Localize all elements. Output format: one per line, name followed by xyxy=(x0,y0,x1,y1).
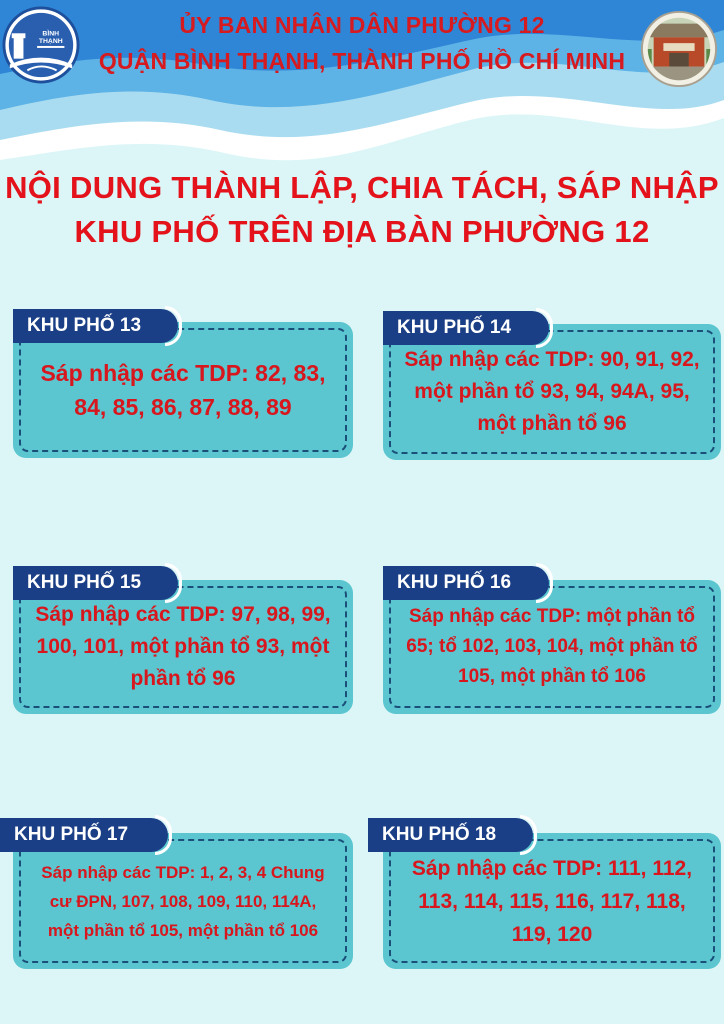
card-content xyxy=(23,833,343,969)
svg-text:BÌNH: BÌNH xyxy=(42,30,60,38)
document-title-line1: NỘI DUNG THÀNH LẬP, CHIA TÁCH, SÁP NHẬP xyxy=(5,170,719,205)
neighborhood-label-18: KHU PHỐ 18 xyxy=(368,818,533,852)
card-text-line: một phần tổ 105, một phần tổ 106 xyxy=(47,920,319,940)
card-text-line: 100, 101, một phần tổ 93, một xyxy=(36,635,330,658)
document-title-line2: KHU PHỐ TRÊN ĐỊA BÀN PHƯỜNG 12 xyxy=(74,214,650,249)
organization-name: ỦY BAN NHÂN DÂN PHƯỜNG 12 xyxy=(179,12,545,38)
card-text-line: một phần tổ 93, 94, 94A, 95, xyxy=(414,380,690,403)
neighborhood-card-17 xyxy=(13,833,353,969)
svg-text:THẠNH: THẠNH xyxy=(38,38,63,46)
ward-office-photo xyxy=(640,10,718,88)
card-text-line: Sáp nhập các TDP: 111, 112, xyxy=(411,856,693,880)
card-content xyxy=(393,833,711,969)
card-text-line: Sáp nhập các TDP: 97, 98, 99, xyxy=(35,603,331,626)
card-content xyxy=(23,580,343,714)
neighborhood-label-13: KHU PHỐ 13 xyxy=(13,309,178,343)
card-text-line: Sáp nhập các TDP: 82, 83, xyxy=(40,360,326,386)
card-text-line: một phần tổ 96 xyxy=(477,412,627,435)
card-text-line: Sáp nhập các TDP: một phần tổ xyxy=(408,606,696,627)
neighborhood-card-15 xyxy=(13,580,353,714)
card-text-line: 119, 120 xyxy=(511,922,593,946)
organization-district: QUẬN BÌNH THẠNH, THÀNH PHỐ HỒ CHÍ MINH xyxy=(98,48,626,74)
card-text-line: cư ĐPN, 107, 108, 109, 110, 114A, xyxy=(49,891,317,911)
card-text-line: 105, một phần tổ 106 xyxy=(458,666,646,687)
neighborhood-card-16 xyxy=(383,580,721,714)
card-content xyxy=(393,580,711,714)
neighborhood-label-14: KHU PHỐ 14 xyxy=(383,311,549,345)
neighborhood-label-15: KHU PHỐ 15 xyxy=(13,566,178,600)
neighborhood-label-17: KHU PHỐ 17 xyxy=(0,818,168,852)
binh-thanh-logo xyxy=(2,6,80,84)
card-text-line: phần tổ 96 xyxy=(130,667,236,690)
card-text-line: 113, 114, 115, 116, 117, 118, xyxy=(418,889,686,913)
card-text-line: 84, 85, 86, 87, 88, 89 xyxy=(74,394,292,420)
neighborhood-label-16: KHU PHỐ 16 xyxy=(383,566,549,600)
card-text-line: Sáp nhập các TDP: 1, 2, 3, 4 Chung xyxy=(41,862,325,882)
card-text-line: 65; tổ 102, 103, 104, một phần tổ xyxy=(406,636,698,657)
card-text-line: Sáp nhập các TDP: 90, 91, 92, xyxy=(404,348,700,371)
neighborhood-card-18 xyxy=(383,833,721,969)
